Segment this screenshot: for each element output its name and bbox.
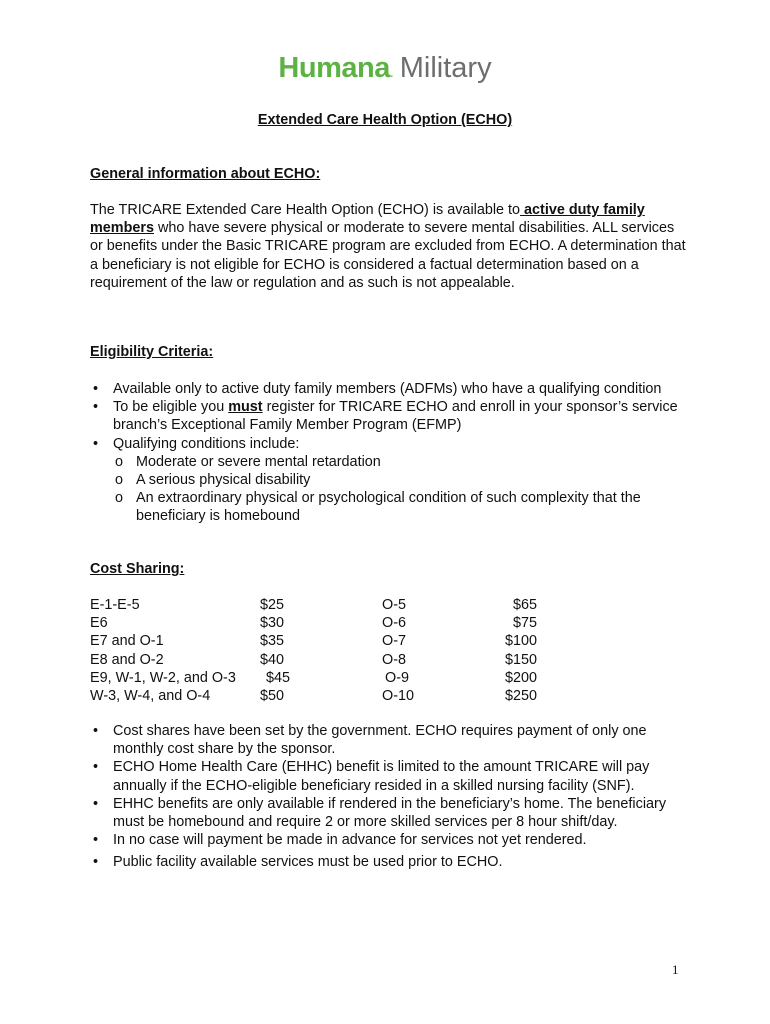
must-emphasis: must (228, 399, 263, 416)
enlisted-grade: E7 and O-1 (90, 633, 164, 650)
conditions-list (113, 453, 690, 526)
eligibility-heading: Eligibility Criteria: (90, 344, 214, 360)
enlisted-amount: $45 (266, 669, 291, 686)
cost-share-table (90, 596, 550, 705)
general-info-heading: General information about ECHO: (90, 166, 321, 182)
general-info-paragraph (90, 201, 690, 292)
enlisted-amount: $40 (260, 651, 285, 668)
officer-amount: $65 (512, 597, 537, 613)
condition-item: o Moderate or severe mental retardation (113, 453, 690, 471)
enlisted-grade: E8 and O-2 (90, 651, 164, 668)
eligibility-list (90, 380, 690, 526)
cost-note-item: • Cost shares have been set by the government. ECHO requires payment of only one monthly cost share by the sponsor. (90, 722, 690, 758)
cost-sharing-heading: Cost Sharing: (90, 561, 185, 577)
eligibility-item (90, 398, 690, 434)
enlisted-grade: W-3, W-4, and O-4 (90, 687, 211, 704)
eligibility-item-text: To be eligible you (113, 399, 229, 416)
cost-notes-list (90, 722, 690, 872)
cost-row (90, 614, 550, 632)
officer-grade: O-8 (382, 651, 406, 668)
officer-amount: $250 (504, 687, 537, 704)
document-title: Extended Care Health Option (ECHO) (257, 112, 513, 128)
page-number: 1 (672, 962, 679, 977)
officer-grade: O-5 (382, 597, 406, 613)
general-emphasis: active duty family members (90, 202, 645, 237)
officer-amount: $150 (504, 651, 537, 668)
officer-grade: O-7 (382, 633, 406, 650)
cost-note-item: • EHHC benefits are only available if rendered in the beneficiary’s home. The beneficiary must be homebound and require 2 or more skilled services per 8 hour shift/day. (90, 795, 690, 831)
enlisted-amount: $30 (260, 615, 285, 632)
cost-note-item: • In no case will payment be made in advance for services not yet rendered. (90, 831, 690, 849)
enlisted-grade: E9, W-1, W-2, and O-3 (90, 669, 236, 686)
general-intro: The TRICARE Extended Care Health Option (ECHO) is available to (90, 202, 521, 218)
logo-product: Military (399, 52, 492, 84)
enlisted-grade: E-1-E-5 (90, 597, 140, 613)
cost-row (90, 596, 550, 614)
enlisted-grade: E6 (90, 615, 108, 632)
eligibility-item: • Available only to active duty family members (ADFMs) who have a qualifying condition (90, 380, 690, 398)
condition-item: o An extraordinary physical or psychological condition of such complexity that the beneficiary is homebound (113, 489, 690, 525)
officer-amount: $100 (504, 633, 537, 650)
humana-military-logo (0, 50, 770, 90)
condition-item: o A serious physical disability (113, 471, 690, 489)
logo-dot: . (389, 64, 394, 80)
officer-grade: O-9 (385, 669, 409, 686)
cost-row (90, 687, 550, 705)
officer-grade: O-6 (382, 615, 406, 632)
cost-note-item: • Public facility available services must be used prior to ECHO. (90, 853, 690, 871)
qualifying-label: Qualifying conditions include: (113, 435, 300, 452)
cost-row (90, 632, 550, 650)
general-rest: who have severe physical or moderate to severe mental disabilities. ALL services or benefits under the Basic TRICARE program are excluded from ECHO. A determination that a beneficiary is not eligible for ECHO is considered a factual determination based on a requirement of the law or regulation and as such is not appealable. (90, 220, 686, 291)
officer-grade: O-10 (382, 687, 414, 704)
enlisted-amount: $25 (260, 597, 285, 613)
logo-brand: Humana (278, 52, 390, 84)
cost-row (90, 669, 550, 687)
officer-amount: $75 (512, 615, 537, 632)
eligibility-item (90, 435, 690, 526)
eligibility-item-text: register for TRICARE ECHO and enroll in your sponsor’s service branch’s Exceptional Family Member Program (EFMP) (113, 399, 678, 434)
officer-amount: $200 (504, 669, 537, 686)
cost-note-item: • ECHO Home Health Care (EHHC) benefit is limited to the amount TRICARE will pay annually if the ECHO-eligible beneficiary resided in a skilled nursing facility (SNF). (90, 758, 690, 794)
cost-row (90, 651, 550, 669)
enlisted-amount: $35 (260, 633, 285, 650)
enlisted-amount: $50 (260, 687, 285, 704)
